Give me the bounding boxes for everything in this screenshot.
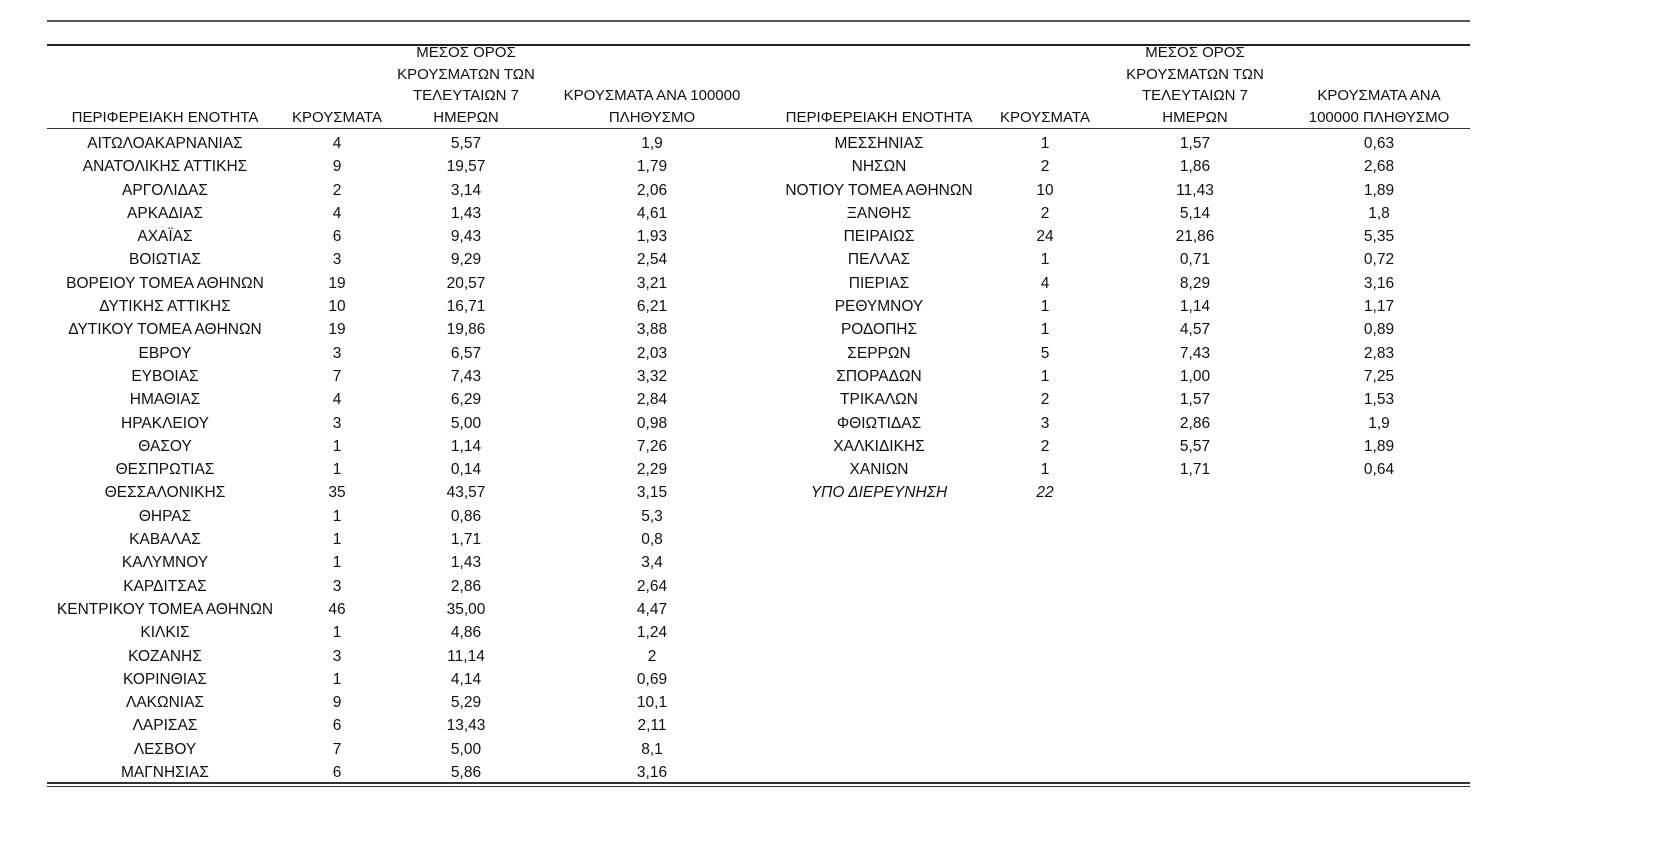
table-row [770, 481, 1470, 504]
cell-cases: 2 [1040, 204, 1050, 222]
cell-per-100k: 4,47 [636, 600, 668, 618]
header-region: ΠΕΡΙΦΕΡΕΙΑΚΗ ΕΝΟΤΗΤΑ [71, 108, 259, 126]
cell-avg: 4,57 [1179, 321, 1211, 339]
cell-region: ΕΥΒΟΙΑΣ [131, 367, 199, 385]
cell-per-100k: 3,16 [636, 764, 668, 782]
cell-region: ΘΑΣΟΥ [138, 437, 192, 455]
table-row [770, 295, 1470, 318]
cell-per-100k: 1,79 [636, 158, 668, 176]
table-row [47, 738, 763, 761]
cell-per-100k: 0,89 [1363, 321, 1395, 339]
cell-avg: 19,57 [446, 158, 486, 176]
cell-per-100k: 2,84 [636, 391, 668, 409]
cell-avg: 6,29 [450, 391, 482, 409]
cell-cases: 2 [1040, 158, 1050, 176]
cell-cases: 9 [332, 158, 342, 176]
table-row [47, 412, 763, 435]
cell-cases: 3 [332, 344, 342, 362]
table-row [47, 388, 763, 411]
cell-per-100k: 4,61 [636, 204, 668, 222]
cell-region: ΚΙΛΚΙΣ [140, 624, 190, 642]
cell-region: ΑΧΑΪΑΣ [137, 228, 193, 246]
cell-cases: 1 [1040, 321, 1050, 339]
header-per-100k: ΚΡΟΥΣΜΑΤΑ ΑΝΑ 100000 ΠΛΗΘΥΣΜΟ [1308, 87, 1450, 126]
table-bottom-double-rule [47, 786, 1470, 787]
cell-cases: 10 [1036, 181, 1054, 199]
header-per-100k: ΚΡΟΥΣΜΑΤΑ ΑΝΑ 100000 ΠΛΗΘΥΣΜΟ [563, 87, 741, 126]
cell-cases: 4 [332, 391, 342, 409]
cell-avg: 16,71 [446, 298, 486, 316]
table-row [47, 575, 763, 598]
table-row [770, 342, 1470, 365]
cell-avg: 8,29 [1179, 274, 1211, 292]
cell-region: ΘΕΣΠΡΩΤΙΑΣ [115, 461, 215, 479]
cell-cases: 7 [332, 740, 342, 758]
cell-region: ΒΟΡΕΙΟΥ ΤΟΜΕΑ ΑΘΗΝΩΝ [66, 274, 264, 292]
cell-per-100k: 10,1 [636, 694, 668, 712]
cell-per-100k: 3,16 [1363, 274, 1395, 292]
table-row [47, 481, 763, 504]
table-row [47, 621, 763, 644]
cell-cases: 3 [332, 414, 342, 432]
cell-region: ΧΑΛΚΙΔΙΚΗΣ [833, 437, 925, 455]
cell-cases: 4 [1040, 274, 1050, 292]
table-row [770, 365, 1470, 388]
cell-per-100k: 5,35 [1363, 228, 1395, 246]
cell-region: ΣΕΡΡΩΝ [847, 344, 911, 362]
cell-avg: 7,43 [1179, 344, 1211, 362]
cell-region: ΘΕΣΣΑΛΟΝΙΚΗΣ [104, 484, 226, 502]
table-row [47, 551, 763, 574]
cell-avg: 1,86 [1179, 158, 1211, 176]
cell-cases: 1 [332, 437, 342, 455]
cell-per-100k: 2 [647, 647, 657, 665]
cell-avg: 13,43 [446, 717, 486, 735]
cell-region: ΗΜΑΘΙΑΣ [129, 391, 201, 409]
cell-cases: 1 [332, 624, 342, 642]
cell-cases: 7 [332, 367, 342, 385]
cell-region: ΧΑΝΙΩΝ [849, 461, 909, 479]
cell-region: ΦΘΙΩΤΙΔΑΣ [836, 414, 922, 432]
cell-region: ΔΥΤΙΚΟΥ ΤΟΜΕΑ ΑΘΗΝΩΝ [68, 321, 262, 339]
cell-cases: 22 [1036, 484, 1054, 502]
cell-region: ΡΕΘΥΜΝΟΥ [834, 298, 924, 316]
table-row [47, 318, 763, 341]
cell-per-100k: 3,4 [641, 554, 663, 572]
cell-per-100k: 3,21 [636, 274, 668, 292]
cell-cases: 1 [332, 554, 342, 572]
cell-avg: 6,57 [450, 344, 482, 362]
cell-avg: 1,57 [1179, 135, 1211, 152]
left-table-header [47, 46, 763, 128]
cell-per-100k: 3,15 [636, 484, 668, 502]
table-row [47, 668, 763, 691]
cell-avg: 43,57 [446, 484, 486, 502]
table-row [47, 761, 763, 784]
cell-cases: 46 [328, 600, 346, 618]
table-row [770, 412, 1470, 435]
cell-avg: 1,71 [1179, 461, 1211, 479]
cell-avg: 9,29 [450, 251, 482, 269]
right-table-header [770, 46, 1470, 128]
header-bottom-rule [47, 128, 1470, 129]
cell-avg: 5,14 [1179, 204, 1211, 222]
cell-per-100k: 1,89 [1363, 181, 1395, 199]
header-region: ΠΕΡΙΦΕΡΕΙΑΚΗ ΕΝΟΤΗΤΑ [785, 108, 973, 126]
cell-cases: 3 [332, 577, 342, 595]
cell-per-100k: 2,54 [636, 251, 668, 269]
cell-cases: 2 [332, 181, 342, 199]
cell-region: ΔΥΤΙΚΗΣ ΑΤΤΙΚΗΣ [99, 298, 231, 316]
table-row [47, 179, 763, 202]
cell-region: ΛΑΚΩΝΙΑΣ [125, 694, 205, 712]
top-rule [47, 20, 1470, 22]
table-row [47, 435, 763, 458]
table-row [770, 318, 1470, 341]
cell-avg: 19,86 [446, 321, 486, 339]
cell-cases: 19 [328, 274, 346, 292]
cell-cases: 2 [1040, 437, 1050, 455]
table-row [47, 295, 763, 318]
table-row [47, 248, 763, 271]
cell-avg: 21,86 [1175, 228, 1215, 246]
table-row [770, 458, 1470, 481]
table-row [47, 528, 763, 551]
cell-per-100k: 6,21 [636, 298, 668, 316]
table-row [47, 132, 763, 155]
table-row [47, 155, 763, 178]
cell-region: ΑΡΚΑΔΙΑΣ [127, 204, 203, 222]
cell-region: ΞΑΝΘΗΣ [846, 204, 912, 222]
cell-avg: 5,57 [1179, 437, 1211, 455]
left-table-body [47, 132, 763, 784]
cell-avg: 11,14 [447, 647, 485, 665]
table-row [770, 435, 1470, 458]
cell-cases: 3 [332, 251, 342, 269]
cell-region: ΚΑΒΑΛΑΣ [129, 531, 201, 549]
right-table-body [770, 132, 1470, 505]
cell-region: ΛΕΣΒΟΥ [133, 740, 197, 758]
cell-per-100k: 7,26 [636, 437, 668, 455]
cell-cases: 6 [332, 717, 342, 735]
cell-region: ΑΝΑΤΟΛΙΚΗΣ ΑΤΤΙΚΗΣ [82, 158, 248, 176]
table-row [770, 202, 1470, 225]
cell-avg: 1,71 [450, 531, 482, 549]
cell-region: ΕΒΡΟΥ [138, 344, 192, 362]
cell-avg: 4,14 [450, 670, 482, 688]
header-cases: ΚΡΟΥΣΜΑΤΑ [292, 108, 382, 126]
cell-per-100k [1288, 481, 1470, 504]
cell-region: ΚΑΡΔΙΤΣΑΣ [123, 577, 207, 595]
cell-avg: 35,00 [446, 600, 486, 618]
cell-region: ΑΙΤΩΛΟΑΚΑΡΝΑΝΙΑΣ [87, 135, 243, 152]
cell-per-100k: 1,89 [1363, 437, 1395, 455]
cell-per-100k: 0,64 [1363, 461, 1395, 479]
cell-per-100k: 1,93 [636, 228, 668, 246]
cell-region: ΒΟΙΩΤΙΑΣ [129, 251, 201, 269]
cell-region: ΑΡΓΟΛΙΔΑΣ [122, 181, 208, 199]
cell-per-100k: 0,98 [636, 414, 668, 432]
cell-cases: 1 [1040, 461, 1050, 479]
cell-per-100k: 5,3 [641, 507, 663, 525]
cell-region: ΥΠΟ ΔΙΕΡΕΥΝΗΣΗ [810, 484, 948, 502]
cell-per-100k: 1,53 [1363, 391, 1395, 409]
cell-avg: 1,43 [450, 204, 482, 222]
cell-avg: 7,43 [450, 367, 482, 385]
cell-cases: 2 [1040, 391, 1050, 409]
cell-per-100k: 1,9 [1368, 414, 1390, 432]
cell-cases: 6 [332, 228, 342, 246]
table-row [47, 202, 763, 225]
cell-avg: 5,86 [450, 764, 482, 782]
table-row [770, 179, 1470, 202]
cell-avg: 2,86 [450, 577, 482, 595]
cell-per-100k: 0,63 [1363, 135, 1395, 152]
cell-avg: 4,86 [450, 624, 482, 642]
cell-per-100k: 7,25 [1363, 367, 1395, 385]
cell-region: ΚΟΡΙΝΘΙΑΣ [122, 670, 208, 688]
cell-avg: 0,14 [450, 461, 482, 479]
cell-avg: 1,57 [1179, 391, 1211, 409]
cell-cases: 1 [1040, 298, 1050, 316]
cell-region: ΝΗΣΩΝ [851, 158, 907, 176]
table-row [47, 365, 763, 388]
cell-cases: 1 [1040, 135, 1050, 152]
cell-cases: 24 [1036, 228, 1054, 246]
cell-cases: 1 [332, 531, 342, 549]
cell-cases: 9 [332, 694, 342, 712]
cell-region: ΤΡΙΚΑΛΩΝ [840, 391, 918, 409]
header-avg-7-days: ΜΕΣΟΣ ΟΡΟΣ ΚΡΟΥΣΜΑΤΩΝ ΤΩΝ ΤΕΛΕΥΤΑΙΩΝ 7 ΗΜΕΡΩΝ [397, 44, 535, 126]
table-row [770, 272, 1470, 295]
cell-avg: 1,43 [450, 554, 482, 572]
cell-region: ΜΕΣΣΗΝΙΑΣ [834, 135, 924, 152]
cell-region: ΗΡΑΚΛΕΙΟΥ [121, 414, 209, 432]
cell-region: ΠΕΙΡΑΙΩΣ [843, 228, 915, 246]
cell-avg: 2,86 [1179, 414, 1211, 432]
cell-cases: 1 [332, 670, 342, 688]
cell-region: ΠΕΛΛΑΣ [847, 251, 911, 269]
table-row [47, 691, 763, 714]
cell-cases: 3 [332, 647, 342, 665]
table-row [47, 272, 763, 295]
cell-region: ΡΟΔΟΠΗΣ [840, 321, 918, 339]
cell-avg: 20,57 [446, 274, 486, 292]
cell-per-100k: 1,8 [1368, 204, 1390, 222]
cell-cases: 3 [1040, 414, 1050, 432]
cell-region: ΠΙΕΡΙΑΣ [848, 274, 910, 292]
cell-cases: 6 [332, 764, 342, 782]
cell-avg: 9,43 [450, 228, 482, 246]
table-row [47, 714, 763, 737]
cell-per-100k: 3,32 [636, 367, 668, 385]
cell-region: ΚΟΖΑΝΗΣ [128, 647, 202, 665]
table-row [47, 342, 763, 365]
table-row [770, 155, 1470, 178]
cell-per-100k: 0,8 [641, 531, 663, 549]
cell-region: ΝΟΤΙΟΥ ΤΟΜΕΑ ΑΘΗΝΩΝ [785, 181, 973, 199]
cell-cases: 4 [332, 135, 342, 152]
cell-cases: 4 [332, 204, 342, 222]
cell-per-100k: 2,83 [1363, 344, 1395, 362]
cell-cases: 1 [1040, 367, 1050, 385]
cell-per-100k: 2,03 [636, 344, 668, 362]
cell-avg: 11,43 [1176, 181, 1214, 199]
table-row [770, 388, 1470, 411]
cell-region: ΚΕΝΤΡΙΚΟΥ ΤΟΜΕΑ ΑΘΗΝΩΝ [56, 600, 274, 618]
cell-region: ΚΑΛΥΜΝΟΥ [121, 554, 209, 572]
table-row [770, 132, 1470, 155]
cell-per-100k: 0,72 [1363, 251, 1395, 269]
cell-cases: 5 [1040, 344, 1050, 362]
cell-cases: 10 [328, 298, 346, 316]
cell-avg: 5,29 [450, 694, 482, 712]
cell-per-100k: 1,24 [636, 624, 668, 642]
cell-cases: 1 [332, 507, 342, 525]
cell-per-100k: 2,64 [636, 577, 668, 595]
cell-avg: 1,14 [1179, 298, 1211, 316]
cell-avg: 5,00 [450, 414, 482, 432]
table-row [47, 645, 763, 668]
table-row [47, 505, 763, 528]
cell-avg: 5,00 [450, 740, 482, 758]
cell-per-100k: 2,11 [637, 717, 667, 735]
cell-per-100k: 2,06 [636, 181, 668, 199]
cell-avg: 3,14 [450, 181, 482, 199]
table-row [47, 458, 763, 481]
cell-cases: 1 [332, 461, 342, 479]
cell-per-100k: 1,17 [1363, 298, 1395, 316]
cell-per-100k: 3,88 [636, 321, 668, 339]
cell-cases: 1 [1040, 251, 1050, 269]
cell-per-100k: 1,9 [641, 135, 663, 152]
header-cases: ΚΡΟΥΣΜΑΤΑ [1000, 108, 1090, 126]
cell-per-100k: 2,68 [1363, 158, 1395, 176]
cell-per-100k: 0,69 [636, 670, 668, 688]
header-avg-7-days: ΜΕΣΟΣ ΟΡΟΣ ΚΡΟΥΣΜΑΤΩΝ ΤΩΝ ΤΕΛΕΥΤΑΙΩΝ 7 ΗΜΕΡΩΝ [1126, 44, 1264, 126]
cell-per-100k: 2,29 [636, 461, 668, 479]
table-row [770, 225, 1470, 248]
cell-avg: 0,86 [450, 507, 482, 525]
cell-avg: 1,14 [450, 437, 482, 455]
cell-avg: 0,71 [1179, 251, 1211, 269]
cell-per-100k: 8,1 [641, 740, 663, 758]
table-row [47, 225, 763, 248]
cell-region: ΜΑΓΝΗΣΙΑΣ [121, 764, 209, 782]
cell-region: ΣΠΟΡΑΔΩΝ [836, 367, 922, 385]
cell-avg: 5,57 [450, 135, 482, 152]
table-row [770, 248, 1470, 271]
cell-region: ΘΗΡΑΣ [138, 507, 192, 525]
cell-region: ΛΑΡΙΣΑΣ [132, 717, 198, 735]
cell-avg: 1,00 [1179, 367, 1211, 385]
cell-avg [1102, 481, 1288, 504]
table-row [47, 598, 763, 621]
cell-cases: 35 [328, 484, 346, 502]
cell-cases: 19 [328, 321, 346, 339]
